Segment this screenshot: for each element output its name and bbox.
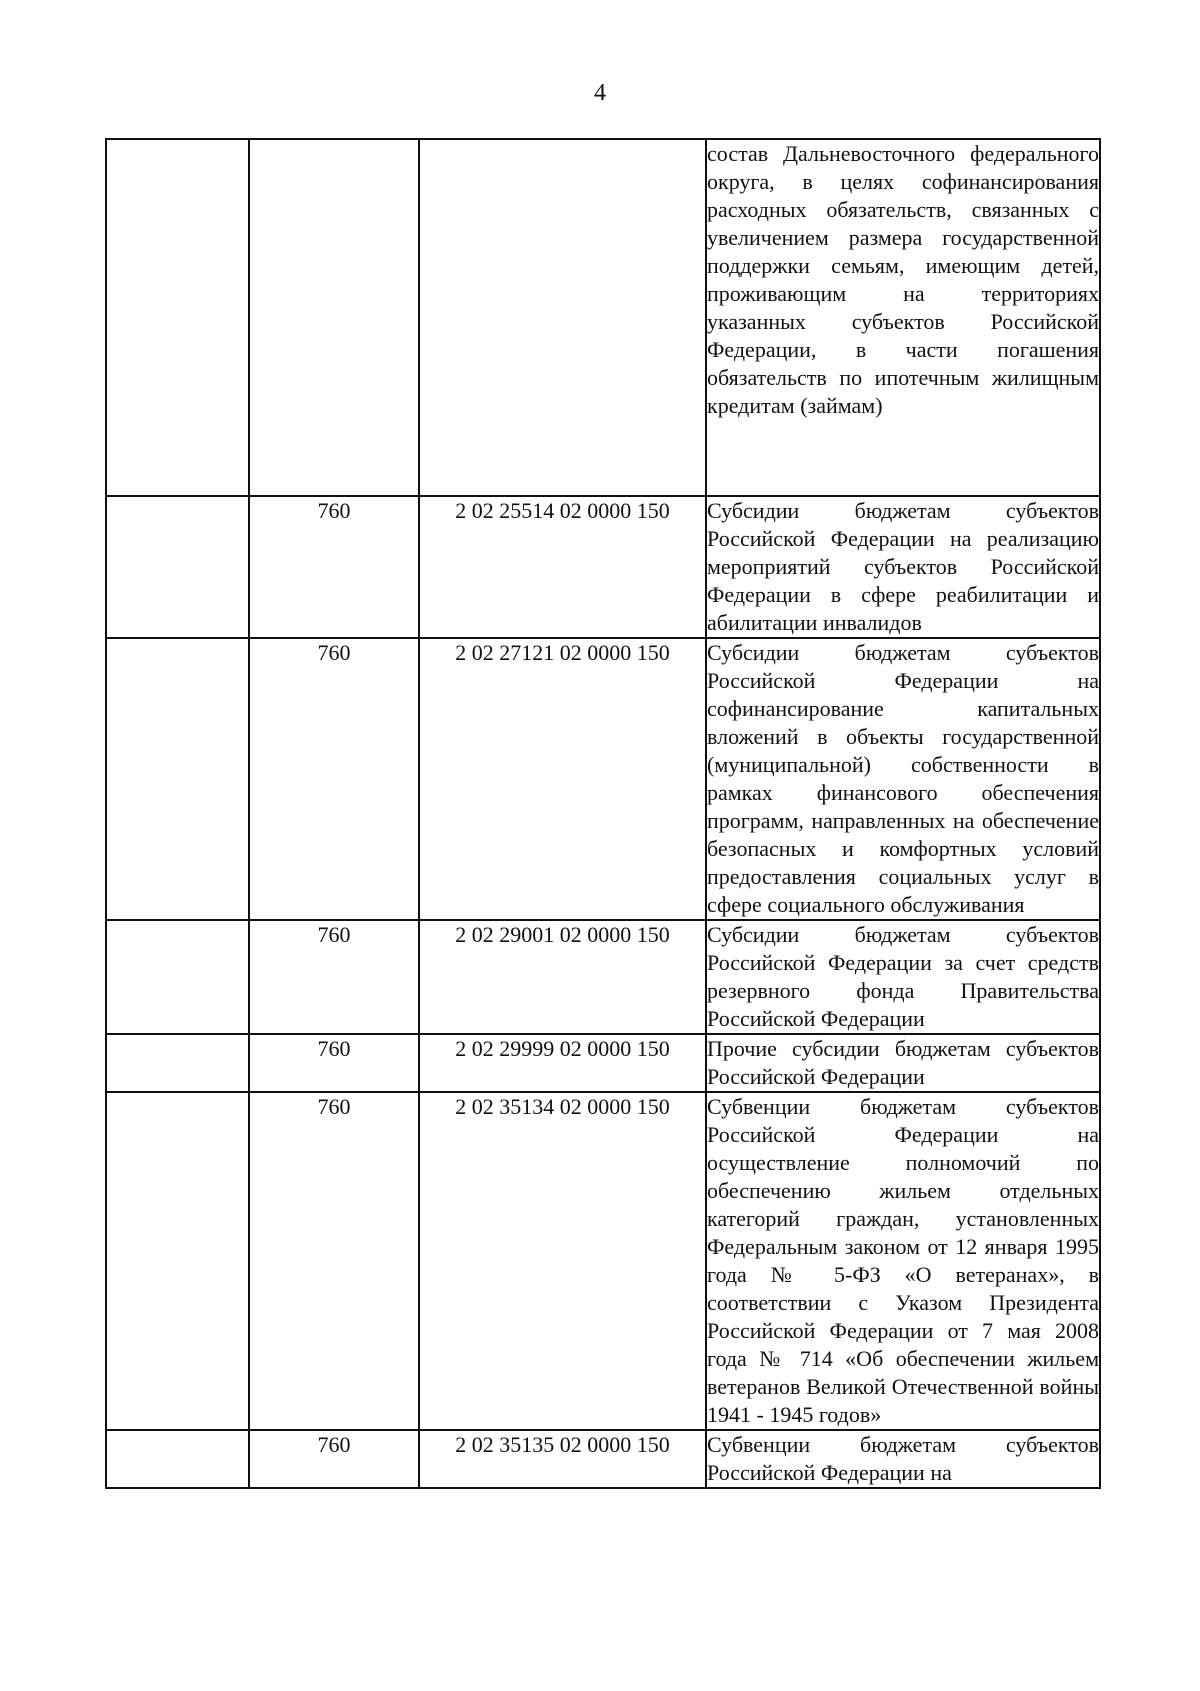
table-row xyxy=(106,1034,1100,1092)
revenue-codes-table xyxy=(105,138,1101,1489)
admin-code-cell: 760 xyxy=(249,1034,419,1092)
description-text: Субсидии бюджетам субъектов Российской Федерации на софинансирование капитальных вложений в объекты государственной (муниципальной) собственности в рамках финансового обеспечения программ, направленных на обеспечение безопасных и комфортных условий предоставления социальных услуг в сфере социального обслуживания xyxy=(707,640,1099,917)
description-text: Прочие субсидии бюджетам субъектов Российской Федерации xyxy=(707,1036,1099,1089)
admin-code-cell xyxy=(249,139,419,496)
description-text: Субсидии бюджетам субъектов Российской Федерации на реализацию мероприятий субъектов Российской Федерации в сфере реабилитации и абилитации инвалидов xyxy=(707,498,1099,635)
description-cell xyxy=(706,920,1100,1034)
page-number: 4 xyxy=(594,80,606,106)
table-row xyxy=(106,638,1100,920)
blank-cell xyxy=(106,638,249,920)
description-cell xyxy=(706,139,1100,496)
blank-cell xyxy=(106,496,249,638)
description-cell xyxy=(706,638,1100,920)
description-text: состав Дальневосточного федерального округа, в целях софинансирования расходных обязательств, связанных с увеличением размера государственной поддержки семьям, имеющим детей, проживающим на территориях указанных субъектов Российской Федерации, в части погашения обязательств по ипотечным жилищным кредитам (займам) xyxy=(707,141,1099,418)
blank-cell xyxy=(106,1092,249,1430)
blank-cell xyxy=(106,139,249,496)
budget-code-cell: 2 02 35134 02 0000 150 xyxy=(419,1092,706,1430)
budget-code-cell: 2 02 35135 02 0000 150 xyxy=(419,1430,706,1488)
description-cell xyxy=(706,1092,1100,1430)
blank-cell xyxy=(106,1430,249,1488)
description-cell xyxy=(706,1034,1100,1092)
description-cell xyxy=(706,1430,1100,1488)
budget-code-cell: 2 02 25514 02 0000 150 xyxy=(419,496,706,638)
admin-code-cell: 760 xyxy=(249,638,419,920)
admin-code-cell: 760 xyxy=(249,1092,419,1430)
blank-cell xyxy=(106,920,249,1034)
budget-code-cell: 2 02 29001 02 0000 150 xyxy=(419,920,706,1034)
table-row xyxy=(106,139,1100,496)
table-row xyxy=(106,1430,1100,1488)
admin-code-cell: 760 xyxy=(249,1430,419,1488)
table-row xyxy=(106,496,1100,638)
description-text: Субвенции бюджетам субъектов Российской Федерации на осуществление полномочий по обеспечению жильем отдельных категорий граждан, установленных Федеральным законом от 12 января 1995 года № 5-ФЗ «О ветеранах», в соответствии с Указом Президента Российской Федерации от 7 мая 2008 года № 714 «Об обеспечении жильем ветеранов Великой Отечественной войны 1941 - 1945 годов» xyxy=(707,1094,1099,1427)
description-cell xyxy=(706,496,1100,638)
budget-code-cell: 2 02 29999 02 0000 150 xyxy=(419,1034,706,1092)
admin-code-cell: 760 xyxy=(249,920,419,1034)
blank-cell xyxy=(106,1034,249,1092)
description-text: Субвенции бюджетам субъектов Российской Федерации на xyxy=(707,1432,1099,1485)
table-row xyxy=(106,1092,1100,1430)
table-row xyxy=(106,920,1100,1034)
description-text: Субсидии бюджетам субъектов Российской Федерации за счет средств резервного фонда Правительства Российской Федерации xyxy=(707,922,1099,1031)
admin-code-cell: 760 xyxy=(249,496,419,638)
budget-code-cell: 2 02 27121 02 0000 150 xyxy=(419,638,706,920)
budget-code-cell xyxy=(419,139,706,496)
